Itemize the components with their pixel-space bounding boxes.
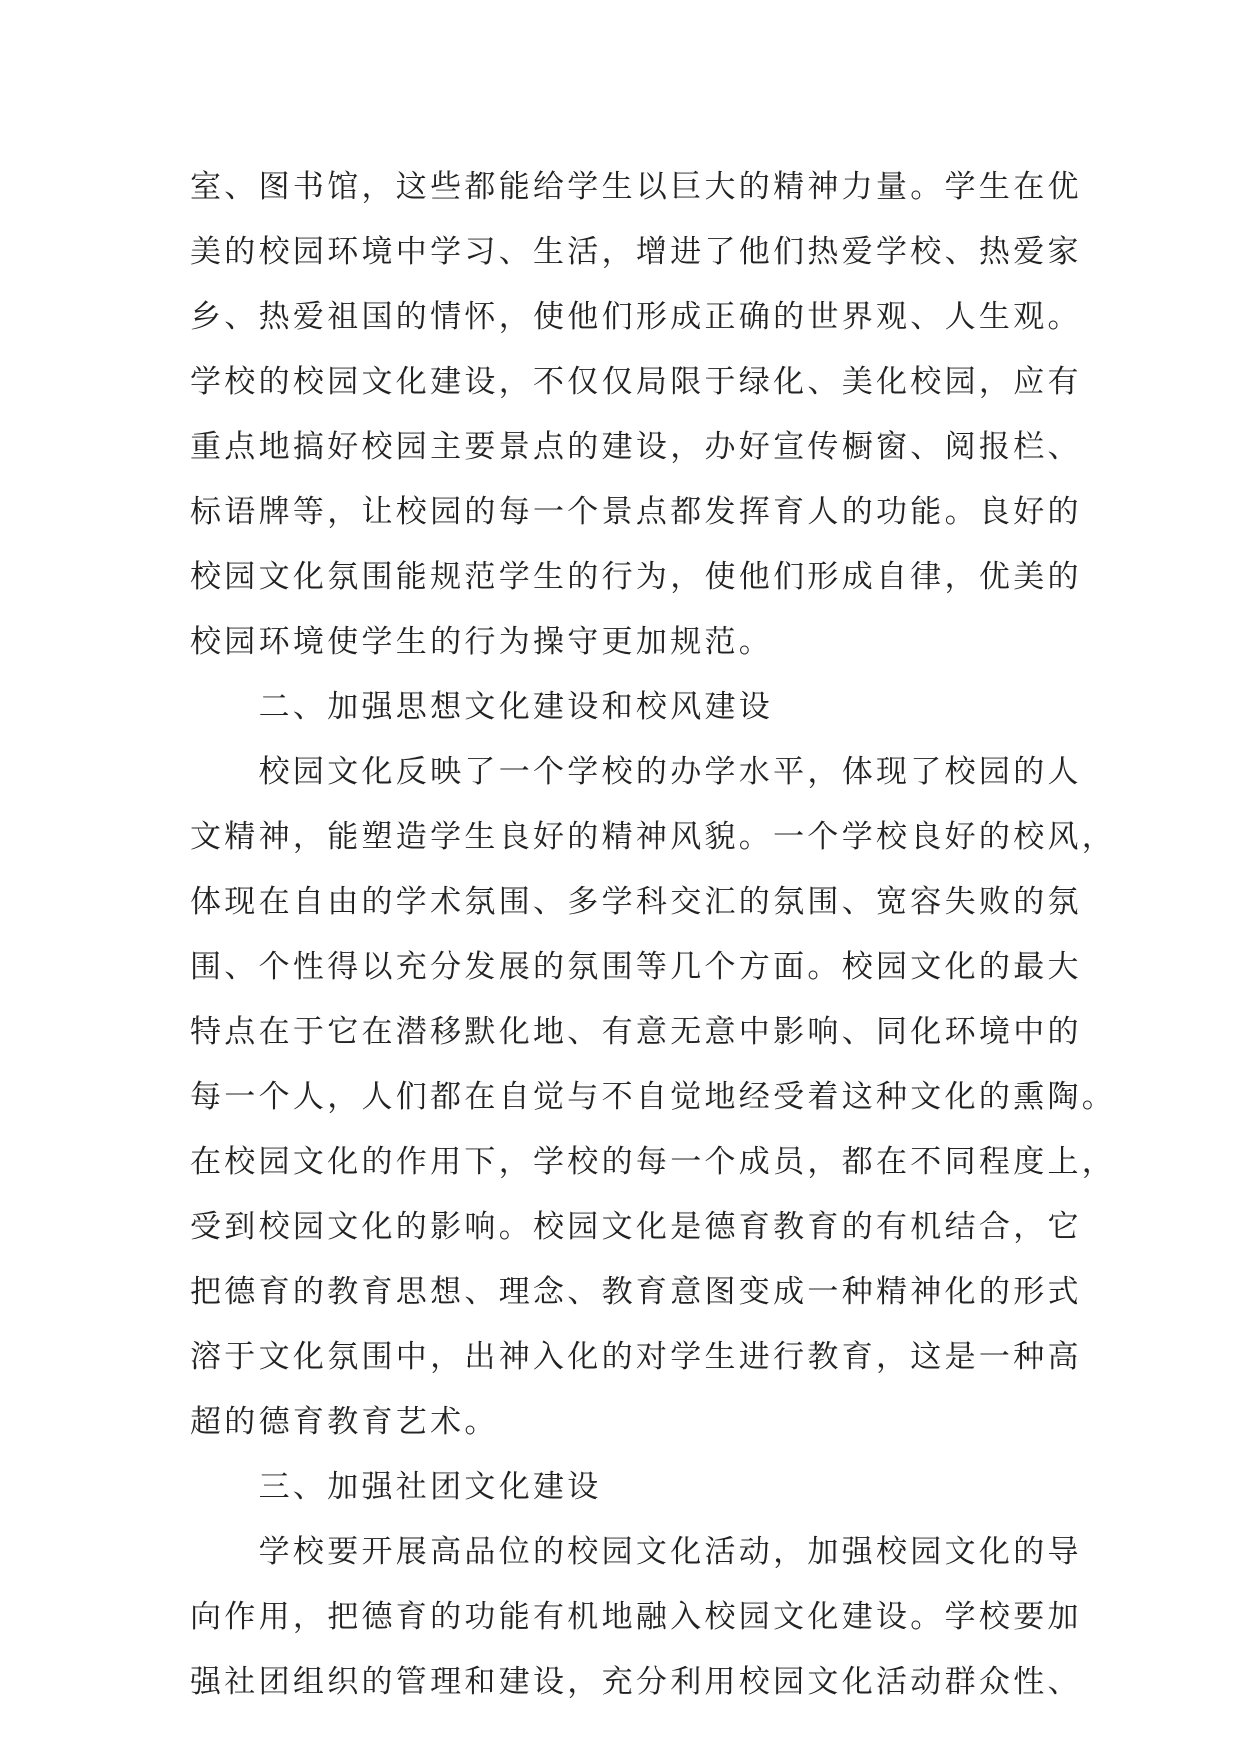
text-line: 学校要开展高品位的校园文化活动，加强校园文化的导: [190, 1534, 1082, 1570]
body-text: [190, 155, 1117, 1715]
text-line: 校园环境使学生的行为操守更加规范。: [190, 624, 774, 660]
text-line: 向作用，把德育的功能有机地融入校园文化建设。学校要加: [190, 1599, 1082, 1635]
text-line: 受到校园文化的影响。校园文化是德育教育的有机结合，它: [190, 1209, 1082, 1245]
text-line: 学校的校园文化建设，不仅仅局限于绿化、美化校园，应有: [190, 364, 1082, 400]
text-line: 每一个人，人们都在自觉与不自觉地经受着这种文化的熏陶。: [190, 1079, 1117, 1115]
text-line: 文精神，能塑造学生良好的精神风貌。一个学校良好的校风，: [190, 819, 1117, 855]
text-line: 重点地搞好校园主要景点的建设，办好宣传橱窗、阅报栏、: [190, 429, 1082, 465]
text-line: 特点在于它在潜移默化地、有意无意中影响、同化环境中的: [190, 1014, 1082, 1050]
text-line: 强社团组织的管理和建设，充分利用校园文化活动群众性、: [190, 1664, 1082, 1700]
text-line: 室、图书馆，这些都能给学生以巨大的精神力量。学生在优: [190, 169, 1082, 205]
text-line: 溶于文化氛围中，出神入化的对学生进行教育，这是一种高: [190, 1339, 1082, 1375]
text-line: 校园文化反映了一个学校的办学水平，体现了校园的人: [190, 754, 1082, 790]
text-line: 体现在自由的学术氛围、多学科交汇的氛围、宽容失败的氛: [190, 884, 1082, 920]
text-line: 围、个性得以充分发展的氛围等几个方面。校园文化的最大: [190, 949, 1082, 985]
text-line: 把德育的教育思想、理念、教育意图变成一种精神化的形式: [190, 1274, 1082, 1310]
section-heading-3: 三、加强社团文化建设: [190, 1469, 602, 1505]
text-line: 校园文化氛围能规范学生的行为，使他们形成自律，优美的: [190, 559, 1082, 595]
section-heading-2: 二、加强思想文化建设和校风建设: [190, 689, 774, 725]
text-line: 乡、热爱祖国的情怀，使他们形成正确的世界观、人生观。: [190, 299, 1082, 335]
text-line: 美的校园环境中学习、生活，增进了他们热爱学校、热爱家: [190, 234, 1082, 270]
text-line: 超的德育教育艺术。: [190, 1404, 499, 1440]
text-line: 标语牌等，让校园的每一个景点都发挥育人的功能。良好的: [190, 494, 1082, 530]
text-line: 在校园文化的作用下，学校的每一个成员，都在不同程度上，: [190, 1144, 1117, 1180]
